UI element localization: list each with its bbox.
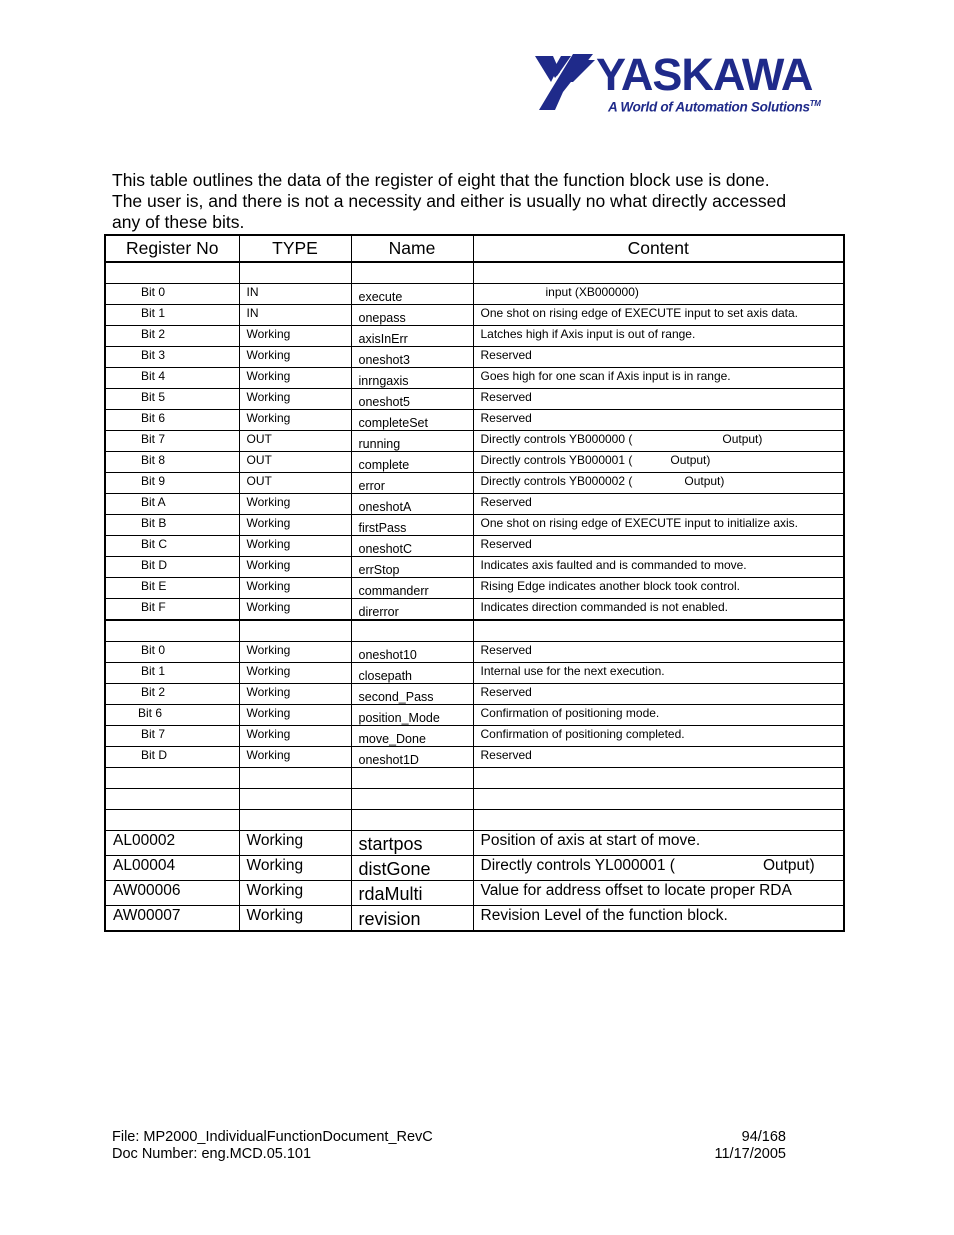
table-cell bbox=[473, 768, 844, 789]
content-text: Goes high for one scan if Axis input is in range. bbox=[480, 369, 731, 383]
type-cell: Working bbox=[239, 747, 351, 768]
content-text: Confirmation of positioning completed. bbox=[480, 727, 685, 741]
register-no-cell: AW00007 bbox=[105, 906, 239, 932]
intro-line: This table outlines the data of the register of eight that the function block use is done. bbox=[112, 170, 770, 190]
register-no-cell: Bit 3 bbox=[105, 347, 239, 368]
intro-line: any of these bits. bbox=[112, 212, 245, 232]
type-cell: Working bbox=[239, 831, 351, 856]
register-no-cell: Bit B bbox=[105, 515, 239, 536]
content-cell bbox=[473, 663, 844, 684]
table-cell bbox=[351, 810, 473, 831]
table-header-row bbox=[105, 235, 844, 262]
table-cell bbox=[239, 620, 351, 642]
table-row bbox=[105, 684, 844, 705]
table-row-blank bbox=[105, 768, 844, 789]
content-cell bbox=[473, 305, 844, 326]
content-text-suffix: Output) bbox=[722, 432, 763, 446]
table-cell bbox=[105, 262, 239, 284]
name-cell: oneshot10 bbox=[351, 642, 473, 663]
content-cell bbox=[473, 684, 844, 705]
type-cell: Working bbox=[239, 347, 351, 368]
content-cell bbox=[473, 431, 844, 452]
register-no-cell: Bit 8 bbox=[105, 452, 239, 473]
table-row bbox=[105, 305, 844, 326]
content-cell bbox=[473, 705, 844, 726]
table-row bbox=[105, 536, 844, 557]
table-cell bbox=[473, 789, 844, 810]
content-text-suffix: Output) bbox=[684, 474, 725, 488]
logo-tagline: A World of Automation Solutions™ bbox=[608, 99, 821, 115]
content-text: Directly controls YB000002 ( bbox=[480, 474, 633, 488]
table-row bbox=[105, 578, 844, 599]
name-cell: oneshotA bbox=[351, 494, 473, 515]
type-cell: Working bbox=[239, 368, 351, 389]
table-row bbox=[105, 705, 844, 726]
header-name: Name bbox=[351, 235, 473, 262]
content-text: Reserved bbox=[480, 685, 532, 699]
content-cell bbox=[473, 642, 844, 663]
register-no-cell: Bit C bbox=[105, 536, 239, 557]
name-cell: axisInErr bbox=[351, 326, 473, 347]
register-no-cell: Bit 0 bbox=[105, 284, 239, 305]
content-text: Revision Level of the function block. bbox=[480, 907, 728, 924]
table-cell bbox=[239, 262, 351, 284]
header-content: Content bbox=[473, 235, 844, 262]
name-cell: startpos bbox=[351, 831, 473, 856]
type-cell: Working bbox=[239, 684, 351, 705]
register-no-cell: Bit D bbox=[105, 747, 239, 768]
name-cell: completeSet bbox=[351, 410, 473, 431]
content-cell bbox=[473, 473, 844, 494]
register-no-cell: Bit 7 bbox=[105, 726, 239, 747]
content-cell bbox=[473, 726, 844, 747]
table-row bbox=[105, 389, 844, 410]
content-cell bbox=[473, 881, 844, 906]
footer-date: 11/17/2005 bbox=[714, 1146, 786, 1162]
table-row bbox=[105, 368, 844, 389]
table-cell bbox=[239, 810, 351, 831]
content-cell bbox=[473, 578, 844, 599]
name-cell: position_Mode bbox=[351, 705, 473, 726]
table-row bbox=[105, 494, 844, 515]
content-text: Position of axis at start of move. bbox=[480, 832, 701, 849]
type-cell: Working bbox=[239, 557, 351, 578]
table-cell bbox=[473, 810, 844, 831]
table-row-blank bbox=[105, 810, 844, 831]
type-cell: Working bbox=[239, 494, 351, 515]
content-cell bbox=[473, 368, 844, 389]
content-text: Confirmation of positioning mode. bbox=[480, 706, 660, 720]
table-row bbox=[105, 831, 844, 856]
table-cell bbox=[351, 768, 473, 789]
name-cell: move_Done bbox=[351, 726, 473, 747]
content-text: Rising Edge indicates another block took control. bbox=[480, 579, 740, 593]
table-row bbox=[105, 284, 844, 305]
name-cell: error bbox=[351, 473, 473, 494]
content-text: Reserved bbox=[480, 643, 532, 657]
content-cell bbox=[473, 347, 844, 368]
name-cell: firstPass bbox=[351, 515, 473, 536]
table-row-blank bbox=[105, 620, 844, 642]
table-row-blank bbox=[105, 789, 844, 810]
name-cell: complete bbox=[351, 452, 473, 473]
name-cell: execute bbox=[351, 284, 473, 305]
type-cell: OUT bbox=[239, 473, 351, 494]
name-cell: distGone bbox=[351, 856, 473, 881]
table-row bbox=[105, 326, 844, 347]
table-row bbox=[105, 452, 844, 473]
content-text-suffix: Output) bbox=[762, 857, 815, 874]
header-register-no: Register No bbox=[105, 235, 239, 262]
name-cell: oneshot5 bbox=[351, 389, 473, 410]
name-cell: commanderr bbox=[351, 578, 473, 599]
register-no-cell: Bit 5 bbox=[105, 389, 239, 410]
yaskawa-logo-icon bbox=[533, 52, 597, 112]
name-cell: direrror bbox=[351, 599, 473, 621]
table-row bbox=[105, 726, 844, 747]
register-table bbox=[104, 234, 845, 932]
content-cell bbox=[473, 452, 844, 473]
content-text: Internal use for the next execution. bbox=[480, 664, 665, 678]
logo-wordmark: YASKAWA bbox=[596, 49, 813, 100]
content-text: Reserved bbox=[480, 390, 532, 404]
content-cell bbox=[473, 326, 844, 347]
name-cell: oneshot1D bbox=[351, 747, 473, 768]
register-no-cell: Bit E bbox=[105, 578, 239, 599]
content-cell bbox=[473, 389, 844, 410]
table-cell bbox=[239, 768, 351, 789]
content-text: Latches high if Axis input is out of range. bbox=[480, 327, 696, 341]
content-cell bbox=[473, 599, 844, 621]
register-no-cell: Bit 9 bbox=[105, 473, 239, 494]
name-cell: running bbox=[351, 431, 473, 452]
table-row bbox=[105, 557, 844, 578]
type-cell: Working bbox=[239, 326, 351, 347]
register-no-cell: Bit D bbox=[105, 557, 239, 578]
register-no-cell: Bit 6 bbox=[105, 410, 239, 431]
table-cell bbox=[105, 789, 239, 810]
table-cell bbox=[473, 262, 844, 284]
content-text: Indicates direction commanded is not enabled. bbox=[480, 600, 728, 614]
footer-page-number: 94/168 bbox=[741, 1129, 786, 1145]
table-cell bbox=[105, 768, 239, 789]
type-cell: OUT bbox=[239, 452, 351, 473]
name-cell: revision bbox=[351, 906, 473, 932]
type-cell: Working bbox=[239, 881, 351, 906]
table-row-blank bbox=[105, 262, 844, 284]
content-cell bbox=[473, 747, 844, 768]
register-no-cell: Bit F bbox=[105, 599, 239, 621]
type-cell: Working bbox=[239, 642, 351, 663]
type-cell: IN bbox=[239, 284, 351, 305]
type-cell: OUT bbox=[239, 431, 351, 452]
table-row bbox=[105, 906, 844, 932]
type-cell: Working bbox=[239, 906, 351, 932]
content-text: Value for address offset to locate proper RDA bbox=[480, 882, 792, 899]
content-cell bbox=[473, 906, 844, 932]
register-no-cell: Bit 4 bbox=[105, 368, 239, 389]
table-cell bbox=[239, 789, 351, 810]
name-cell: errStop bbox=[351, 557, 473, 578]
yaskawa-logo bbox=[533, 49, 823, 116]
register-no-cell: Bit 2 bbox=[105, 326, 239, 347]
register-no-cell: Bit 2 bbox=[105, 684, 239, 705]
register-no-cell: AL00004 bbox=[105, 856, 239, 881]
content-cell bbox=[473, 831, 844, 856]
table-row bbox=[105, 881, 844, 906]
table-cell bbox=[105, 620, 239, 642]
name-cell: onepass bbox=[351, 305, 473, 326]
table-row bbox=[105, 663, 844, 684]
type-cell: Working bbox=[239, 856, 351, 881]
content-text: Directly controls YB000000 ( bbox=[480, 432, 633, 446]
table-row bbox=[105, 747, 844, 768]
register-no-cell: Bit 0 bbox=[105, 642, 239, 663]
type-cell: Working bbox=[239, 705, 351, 726]
type-cell: Working bbox=[239, 663, 351, 684]
content-cell bbox=[473, 284, 844, 305]
content-text: Reserved bbox=[480, 495, 532, 509]
intro-paragraph bbox=[112, 170, 852, 233]
register-no-cell: Bit A bbox=[105, 494, 239, 515]
footer-doc-number: Doc Number: eng.MCD.05.101 bbox=[112, 1146, 312, 1162]
content-text: Directly controls YL000001 ( bbox=[480, 857, 675, 874]
table-row bbox=[105, 431, 844, 452]
name-cell: second_Pass bbox=[351, 684, 473, 705]
type-cell: Working bbox=[239, 578, 351, 599]
content-text: Directly controls YB000001 ( bbox=[480, 453, 633, 467]
name-cell: rdaMulti bbox=[351, 881, 473, 906]
header-type: TYPE bbox=[239, 235, 351, 262]
register-no-cell: AW00006 bbox=[105, 881, 239, 906]
table-row bbox=[105, 856, 844, 881]
table-body bbox=[105, 262, 844, 931]
register-no-cell: Bit 6 bbox=[105, 705, 239, 726]
name-cell: oneshot3 bbox=[351, 347, 473, 368]
content-cell bbox=[473, 494, 844, 515]
content-cell bbox=[473, 536, 844, 557]
name-cell: oneshotC bbox=[351, 536, 473, 557]
content-text: input (XB000000) bbox=[545, 285, 639, 299]
register-no-cell: Bit 1 bbox=[105, 305, 239, 326]
type-cell: IN bbox=[239, 305, 351, 326]
table-row bbox=[105, 599, 844, 621]
content-text: One shot on rising edge of EXECUTE input to set axis data. bbox=[480, 306, 799, 320]
type-cell: Working bbox=[239, 389, 351, 410]
table-cell bbox=[105, 810, 239, 831]
table-cell bbox=[473, 620, 844, 642]
content-cell bbox=[473, 515, 844, 536]
register-no-cell: Bit 7 bbox=[105, 431, 239, 452]
content-cell bbox=[473, 856, 844, 881]
intro-line: The user is, and there is not a necessity and either is usually no what directly accessed bbox=[112, 191, 787, 211]
type-cell: Working bbox=[239, 410, 351, 431]
type-cell: Working bbox=[239, 536, 351, 557]
content-text: Reserved bbox=[480, 348, 532, 362]
content-cell bbox=[473, 410, 844, 431]
name-cell: closepath bbox=[351, 663, 473, 684]
content-cell bbox=[473, 557, 844, 578]
content-text: Reserved bbox=[480, 537, 532, 551]
type-cell: Working bbox=[239, 599, 351, 621]
table-row bbox=[105, 473, 844, 494]
table-row bbox=[105, 410, 844, 431]
content-text: Reserved bbox=[480, 748, 532, 762]
table-cell bbox=[351, 262, 473, 284]
type-cell: Working bbox=[239, 726, 351, 747]
table-row bbox=[105, 642, 844, 663]
table-cell bbox=[351, 789, 473, 810]
content-text: One shot on rising edge of EXECUTE input to initialize axis. bbox=[480, 516, 798, 530]
table-cell bbox=[351, 620, 473, 642]
content-text: Indicates axis faulted and is commanded to move. bbox=[480, 558, 747, 572]
type-cell: Working bbox=[239, 515, 351, 536]
page-footer bbox=[112, 1129, 786, 1163]
footer-file: File: MP2000_IndividualFunctionDocument_RevC bbox=[112, 1129, 433, 1145]
table-row bbox=[105, 347, 844, 368]
name-cell: inrngaxis bbox=[351, 368, 473, 389]
register-no-cell: Bit 1 bbox=[105, 663, 239, 684]
content-text-suffix: Output) bbox=[670, 453, 711, 467]
content-text: Reserved bbox=[480, 411, 532, 425]
register-no-cell: AL00002 bbox=[105, 831, 239, 856]
table-row bbox=[105, 515, 844, 536]
